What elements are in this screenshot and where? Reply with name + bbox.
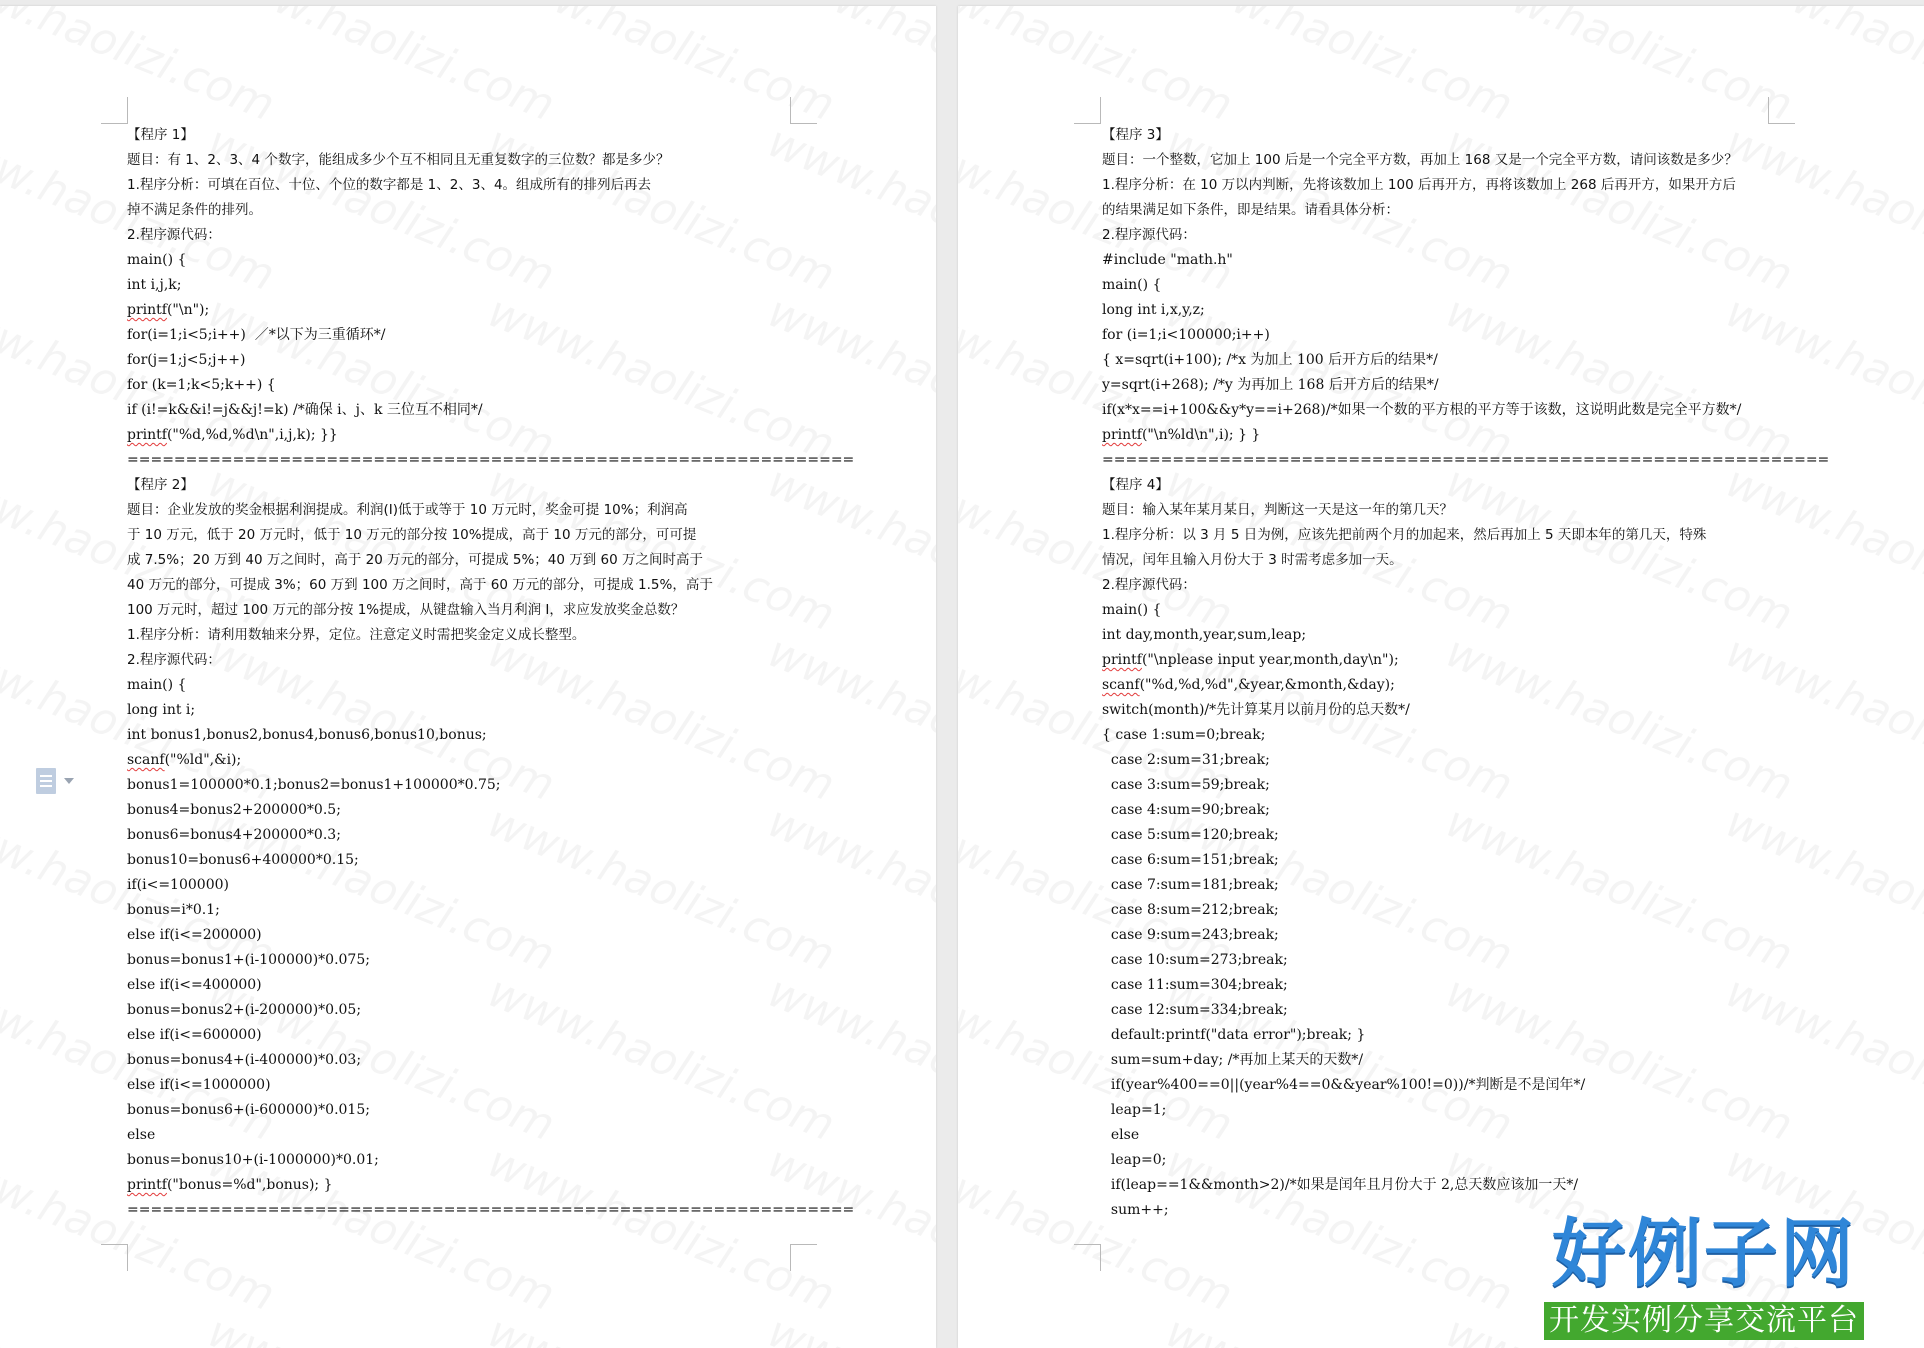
text-line: bonus6=bonus4+200000*0.3; bbox=[127, 827, 341, 843]
watermark-text bbox=[761, 1136, 936, 1321]
margin-corner-mark bbox=[790, 97, 817, 124]
text-line: case 5:sum=120;break; bbox=[1102, 827, 1279, 843]
logo-title: 好例子网 bbox=[1552, 1211, 1856, 1297]
logo-subtitle: 开发实例分享交流平台 bbox=[1544, 1302, 1864, 1340]
watermark-text bbox=[761, 796, 936, 981]
text-line: 2.程序源代码： bbox=[1102, 577, 1196, 593]
watermark-text bbox=[201, 1306, 562, 1348]
text-line: ============================================================== bbox=[127, 1202, 855, 1218]
watermark-text bbox=[761, 116, 936, 301]
text-line: int bonus1,bonus2,bonus4,bonus6,bonus10,bonus; bbox=[127, 727, 487, 743]
text-line: bonus=bonus1+(i-100000)*0.075; bbox=[127, 952, 370, 968]
watermark-text bbox=[761, 6, 936, 131]
text-line: case 11:sum=304;break; bbox=[1102, 977, 1288, 993]
watermark-text bbox=[761, 286, 936, 471]
text-line: printf("bonus=%d",bonus); } bbox=[127, 1177, 333, 1193]
text-line: if(year%400==0||(year%4==0&&year%100!=0))/*判断是不是闰年*/ bbox=[1102, 1077, 1586, 1093]
text-line: long int i; bbox=[127, 702, 196, 718]
watermark-text bbox=[1439, 6, 1800, 131]
text-line: 【程序 3】 bbox=[1102, 127, 1169, 143]
text-line: 【程序 2】 bbox=[127, 477, 194, 493]
text-line: 1.程序分析：以 3 月 5 日为例，应该先把前两个月的加起来，然后再加上 5 天即本年的第几天，特殊 bbox=[1102, 527, 1707, 543]
text-line: else if(i<=200000) bbox=[127, 927, 262, 943]
text-line: printf("\n"); bbox=[127, 302, 210, 318]
text-line: case 8:sum=212;break; bbox=[1102, 902, 1279, 918]
margin-corner-mark bbox=[1074, 97, 1101, 124]
text-line: leap=0; bbox=[1102, 1152, 1167, 1168]
text-line: if(i<=100000) bbox=[127, 877, 229, 893]
text-line: ============================================================== bbox=[1102, 452, 1830, 468]
text-line: { case 1:sum=0;break; bbox=[1102, 727, 1266, 743]
text-line: if(leap==1&&month>2)/*如果是闰年且月份大于 2,总天数应该加一天*/ bbox=[1102, 1177, 1579, 1193]
text-line: 成 7.5%；20 万到 40 万之间时，高于 20 万元的部分，可提成 5%；40 万到 60 万之间时高于 bbox=[127, 552, 704, 568]
text-line: 2.程序源代码： bbox=[1102, 227, 1196, 243]
watermark-text bbox=[761, 626, 936, 811]
text-line: if(x*x==i+100&&y*y==i+268)/*如果一个数的平方根的平方等于该数，这说明此数是完全平方数*/ bbox=[1102, 402, 1742, 418]
text-line: #include "math.h" bbox=[1102, 252, 1233, 268]
text-line: case 4:sum=90;break; bbox=[1102, 802, 1270, 818]
text-line: switch(month)/*先计算某月以前月份的总天数*/ bbox=[1102, 702, 1410, 718]
text-line: else if(i<=400000) bbox=[127, 977, 262, 993]
text-line: main() { bbox=[127, 252, 187, 268]
text-line: y=sqrt(i+268); /*y 为再加上 168 后开方后的结果*/ bbox=[1102, 377, 1439, 393]
text-line: bonus=bonus6+(i-600000)*0.015; bbox=[127, 1102, 370, 1118]
text-line: else if(i<=600000) bbox=[127, 1027, 262, 1043]
text-line: for (k=1;k<5;k++) { bbox=[127, 377, 276, 393]
watermark-text bbox=[761, 966, 936, 1151]
watermark-text bbox=[1719, 6, 1924, 131]
text-line: for(j=1;j<5;j++) bbox=[127, 352, 246, 368]
page-text-body[interactable] bbox=[127, 123, 855, 1223]
text-line: case 3:sum=59;break; bbox=[1102, 777, 1270, 793]
text-line: 2.程序源代码： bbox=[127, 227, 221, 243]
text-line: 题目：输入某年某月某日，判断这一天是这一年的第几天？ bbox=[1102, 502, 1453, 518]
text-line: 【程序 4】 bbox=[1102, 477, 1169, 493]
text-line: int i,j,k; bbox=[127, 277, 182, 293]
text-line: bonus=bonus2+(i-200000)*0.05; bbox=[127, 1002, 362, 1018]
text-line: if (i!=k&&i!=j&&j!=k) /*确保 i、j、k 三位互不相同*/ bbox=[127, 402, 483, 418]
text-line: 题目：有 1、2、3、4 个数字，能组成多少个互不相同且无重复数字的三位数？都是多少？ bbox=[127, 152, 670, 168]
watermark-text bbox=[0, 6, 282, 131]
text-line: case 9:sum=243;break; bbox=[1102, 927, 1279, 943]
text-line: sum=sum+day; /*再加上某天的天数*/ bbox=[1102, 1052, 1364, 1068]
watermark-text bbox=[201, 6, 562, 131]
text-line: 情况，闰年且输入月份大于 3 时需考虑多加一天。 bbox=[1102, 552, 1403, 568]
text-line: case 2:sum=31;break; bbox=[1102, 752, 1270, 768]
watermark-text bbox=[958, 1306, 1240, 1348]
text-line: ============================================================== bbox=[127, 452, 855, 468]
margin-corner-mark bbox=[101, 1244, 128, 1271]
text-line: printf("\nplease input year,month,day\n"); bbox=[1102, 652, 1399, 668]
paragraph-options-button[interactable] bbox=[36, 766, 84, 796]
text-line: 题目：一个整数，它加上 100 后是一个完全平方数，再加上 168 又是一个完全平方数，请问该数是多少？ bbox=[1102, 152, 1738, 168]
watermark-text bbox=[481, 1306, 842, 1348]
text-line: main() { bbox=[1102, 277, 1162, 293]
text-line: bonus=bonus4+(i-400000)*0.03; bbox=[127, 1052, 362, 1068]
text-line: printf("%d,%d,%d\n",i,j,k); }} bbox=[127, 427, 338, 443]
text-line: long int i,x,y,z; bbox=[1102, 302, 1205, 318]
text-line: default:printf("data error");break; } bbox=[1102, 1027, 1366, 1043]
text-line: bonus1=100000*0.1;bonus2=bonus1+100000*0.75; bbox=[127, 777, 501, 793]
text-line: main() { bbox=[127, 677, 187, 693]
text-line: for(i=1;i<5;i++) ／*以下为三重循环*/ bbox=[127, 327, 386, 343]
text-line: 题目：企业发放的奖金根据利润提成。利润(I)低于或等于 10 万元时，奖金可提 10%；利润高 bbox=[127, 502, 688, 518]
text-line: int day,month,year,sum,leap; bbox=[1102, 627, 1307, 643]
watermark-text bbox=[481, 6, 842, 131]
document-icon bbox=[36, 768, 56, 794]
text-line: main() { bbox=[1102, 602, 1162, 618]
text-line: 100 万元时，超过 100 万元的部分按 1%提成，从键盘输入当月利润 I，求应发放奖金总数？ bbox=[127, 602, 685, 618]
watermark-text bbox=[0, 1306, 282, 1348]
text-line: 的结果满足如下条件，即是结果。请看具体分析： bbox=[1102, 202, 1399, 218]
watermark-text bbox=[1159, 1306, 1520, 1348]
text-line: 2.程序源代码： bbox=[127, 652, 221, 668]
document-page-right bbox=[958, 6, 1924, 1348]
text-line: else bbox=[127, 1127, 156, 1143]
text-line: bonus4=bonus2+200000*0.5; bbox=[127, 802, 341, 818]
page-text-body[interactable] bbox=[1102, 123, 1830, 1223]
text-line: bonus10=bonus6+400000*0.15; bbox=[127, 852, 359, 868]
text-line: 1.程序分析：可填在百位、十位、个位的数字都是 1、2、3、4。组成所有的排列后再去 bbox=[127, 177, 652, 193]
text-line: printf("\n%ld\n",i); } } bbox=[1102, 427, 1261, 443]
text-line: 40 万元的部分，可提成 3%；60 万到 100 万之间时，高于 60 万元的部分，可提成 1.5%，高于 bbox=[127, 577, 713, 593]
margin-corner-mark bbox=[1074, 1244, 1101, 1271]
text-line: scanf("%d,%d,%d",&year,&month,&day); bbox=[1102, 677, 1395, 693]
text-line: scanf("%ld",&i); bbox=[127, 752, 242, 768]
text-line: 掉不满足条件的排列。 bbox=[127, 202, 262, 218]
watermark-text bbox=[1159, 6, 1520, 131]
text-line: case 7:sum=181;break; bbox=[1102, 877, 1279, 893]
site-logo bbox=[1544, 1212, 1864, 1342]
text-line: 1.程序分析：请利用数轴来分界，定位。注意定义时需把奖金定义成长整型。 bbox=[127, 627, 586, 643]
margin-corner-mark bbox=[1768, 97, 1795, 124]
text-line: 1.程序分析：在 10 万以内判断，先将该数加上 100 后再开方，再将该数加上 268 后再开方，如果开方后 bbox=[1102, 177, 1736, 193]
text-line: else bbox=[1102, 1127, 1140, 1143]
text-line: 于 10 万元，低于 20 万元时，低于 10 万元的部分按 10%提成，高于 10 万元的部分，可可提 bbox=[127, 527, 697, 543]
text-line: case 10:sum=273;break; bbox=[1102, 952, 1288, 968]
text-line: sum++; bbox=[1102, 1202, 1169, 1218]
caret-down-icon bbox=[64, 778, 74, 784]
text-line: for (i=1;i<100000;i++) bbox=[1102, 327, 1270, 343]
document-page-left bbox=[0, 6, 936, 1348]
margin-corner-mark bbox=[790, 1244, 817, 1271]
text-line: bonus=i*0.1; bbox=[127, 902, 220, 918]
margin-corner-mark bbox=[101, 97, 128, 124]
text-line: 【程序 1】 bbox=[127, 127, 194, 143]
text-line: leap=1; bbox=[1102, 1102, 1167, 1118]
watermark-text bbox=[761, 456, 936, 641]
text-line: bonus=bonus10+(i-1000000)*0.01; bbox=[127, 1152, 379, 1168]
text-line: case 12:sum=334;break; bbox=[1102, 1002, 1288, 1018]
text-line: case 6:sum=151;break; bbox=[1102, 852, 1279, 868]
text-line: { x=sqrt(i+100); /*x 为加上 100 后开方后的结果*/ bbox=[1102, 352, 1438, 368]
text-line: else if(i<=1000000) bbox=[127, 1077, 271, 1093]
watermark-text bbox=[761, 1306, 936, 1348]
